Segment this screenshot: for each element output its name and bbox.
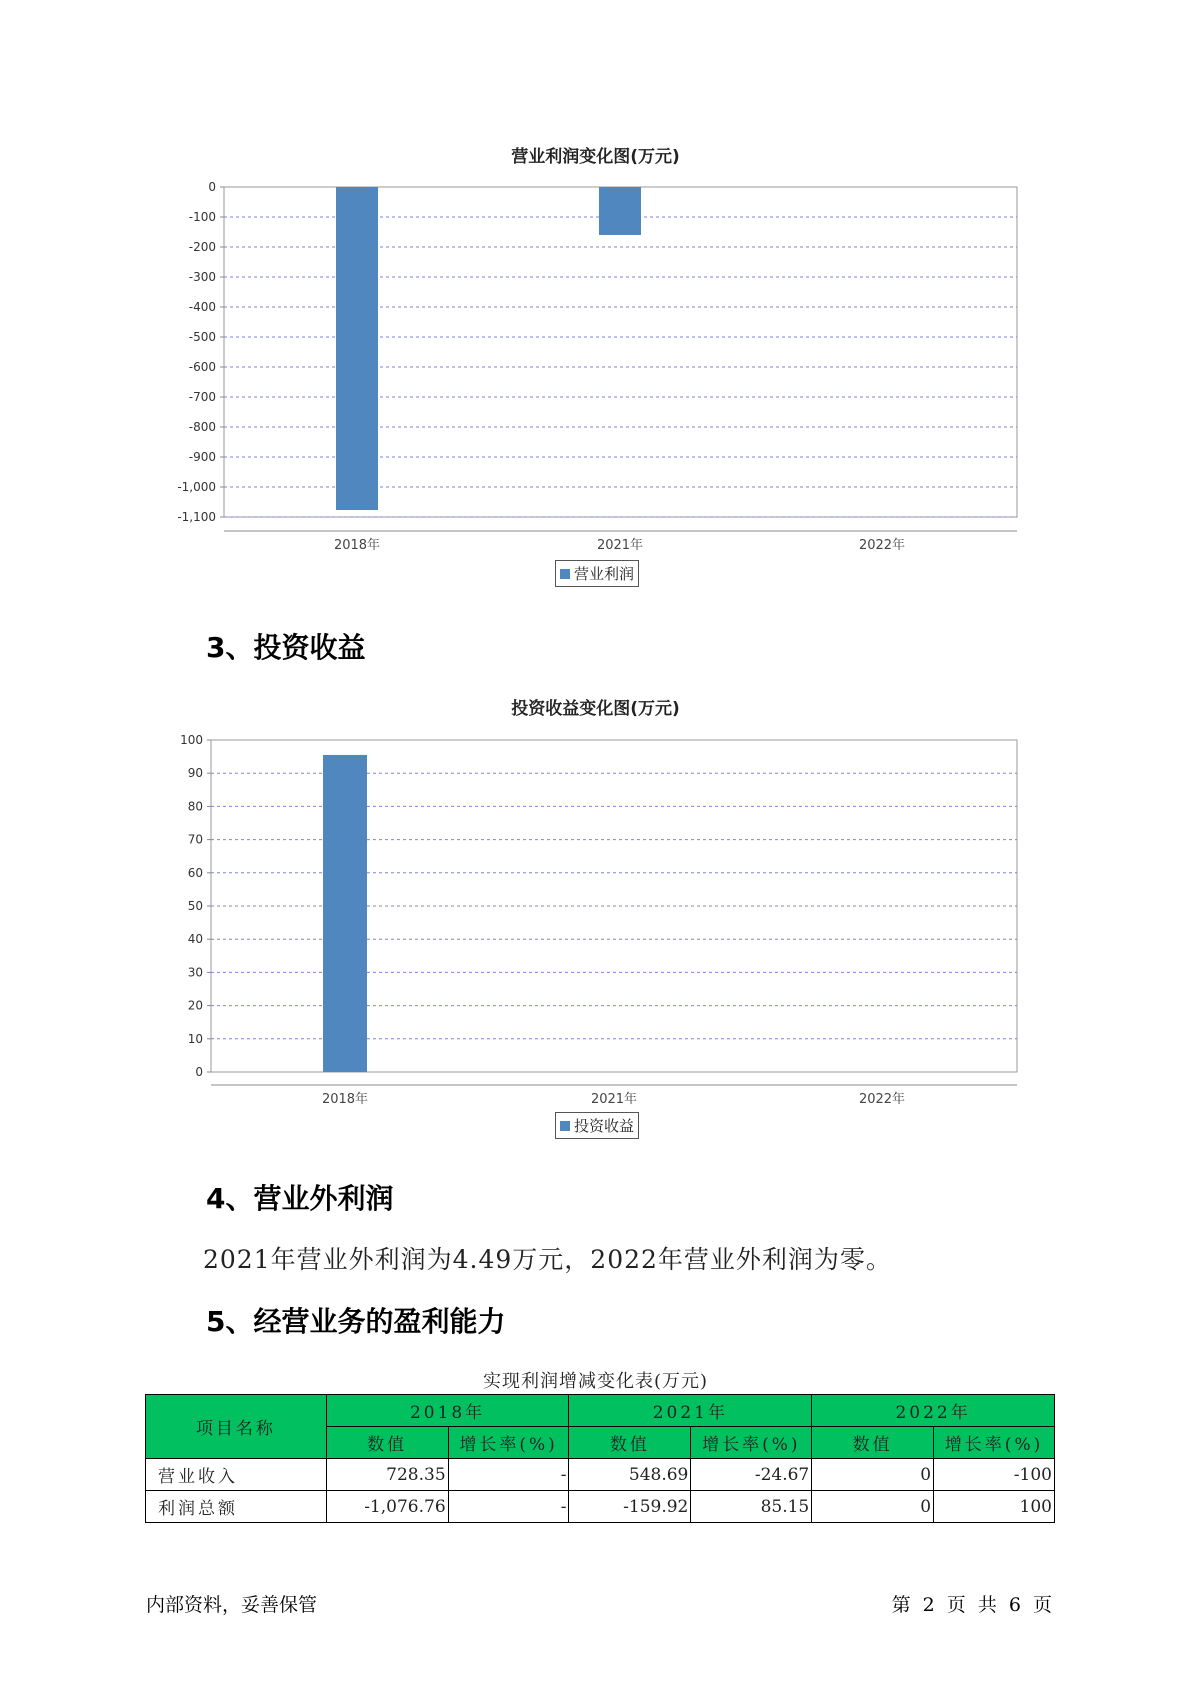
y-tick-label: 40 [187,932,203,947]
table-caption: 实现利润增减变化表(万元) [482,1371,709,1392]
investment-income-chart [0,715,1191,1107]
row-label: 利润总额 [146,1491,327,1523]
bar-2021年 [599,187,641,235]
footer-page-number: 第 2 页 共 6 页 [891,1594,1052,1616]
x-tick-label: 2022年 [858,538,906,553]
y-tick-label: 0 [208,180,216,194]
year-header: 2021年 [569,1395,812,1427]
non-operating-paragraph: 2021年营业外利润为4.49万元，2022年营业外利润为零。 [203,1245,892,1274]
operating-profit-chart [0,160,1191,553]
legend-operating-profit [555,560,639,587]
legend-label: 投资收益 [574,1117,635,1135]
x-tick-label: 2021年 [590,1092,638,1107]
row-label: 营业收入 [146,1459,327,1491]
value-header: 数值 [326,1427,448,1459]
table-cell: -24.67 [691,1459,812,1491]
section-heading-non-operating: 4、营业外利润 [206,1182,394,1215]
x-tick-label: 2021年 [596,538,644,553]
growth-header: 增长率(%) [448,1427,569,1459]
y-tick-label: 70 [187,832,203,847]
section-heading-investment: 3、投资收益 [206,631,366,664]
y-tick-label: 90 [187,766,203,781]
y-tick-label: -1,100 [177,510,216,524]
y-tick-label: -200 [188,240,216,254]
y-tick-label: -600 [188,360,216,374]
year-header: 2018年 [326,1395,569,1427]
table-cell: -100 [934,1459,1055,1491]
x-tick-label: 2022年 [858,1092,906,1107]
x-tick-label: 2018年 [321,1092,369,1107]
footer-confidential-note: 内部资料，妥善保管 [146,1594,318,1616]
y-tick-label: 0 [195,1065,203,1079]
legend-investment-income [555,1112,639,1139]
x-tick-label: 2018年 [333,538,381,553]
y-tick-label: -700 [188,390,216,404]
table-cell: -1,076.76 [326,1491,448,1523]
table-cell: -159.92 [569,1491,691,1523]
table-cell: 0 [812,1459,934,1491]
y-tick-label: -800 [188,420,216,434]
chart-title-operating-profit: 营业利润变化图(万元) [511,147,680,167]
y-tick-label: -1,000 [177,480,216,494]
y-tick-label: -500 [188,330,216,344]
table-row [146,1459,1055,1491]
item-name-header: 项目名称 [146,1395,327,1459]
legend-label: 营业利润 [574,565,635,583]
table-cell: 85.15 [691,1491,812,1523]
y-tick-label: 80 [187,799,203,814]
y-tick-label: 30 [187,965,203,980]
table-cell: 728.35 [326,1459,448,1491]
chart-title-investment-income: 投资收益变化图(万元) [511,699,680,719]
value-header: 数值 [569,1427,691,1459]
y-tick-label: -900 [188,450,216,464]
table-row [146,1491,1055,1523]
y-tick-label: 20 [187,998,203,1013]
bar-2018年 [323,755,367,1072]
bar-2018年 [336,187,378,510]
profit-change-table [145,1394,1055,1523]
table-cell: 0 [812,1491,934,1523]
y-tick-label: -300 [188,270,216,284]
table-cell: - [448,1491,569,1523]
growth-header: 增长率(%) [934,1427,1055,1459]
y-tick-label: -400 [188,300,216,314]
y-tick-label: -100 [188,210,216,224]
year-header: 2022年 [812,1395,1055,1427]
growth-header: 增长率(%) [691,1427,812,1459]
section-heading-profitability: 5、经营业务的盈利能力 [206,1305,506,1338]
table-cell: - [448,1459,569,1491]
value-header: 数值 [812,1427,934,1459]
table-cell: 548.69 [569,1459,691,1491]
table-cell: 100 [934,1491,1055,1523]
y-tick-label: 60 [187,865,203,880]
y-tick-label: 10 [187,1031,203,1046]
legend-swatch [560,569,570,579]
y-tick-label: 100 [180,733,203,747]
y-tick-label: 50 [187,899,203,913]
legend-swatch [560,1121,570,1131]
